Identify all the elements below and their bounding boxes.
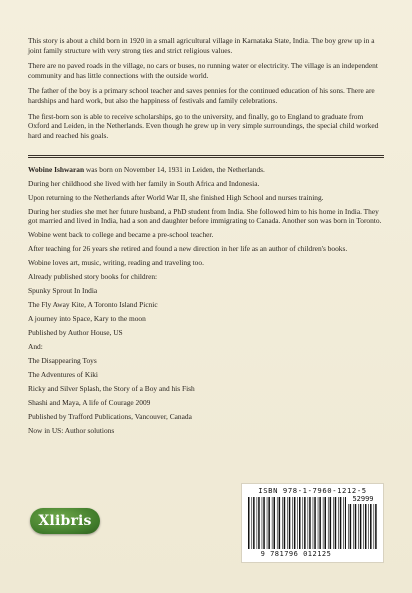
ean-barcode-bars	[248, 497, 346, 549]
bio-line: Upon returning to the Netherlands after World War II, she finished High School and nurses training.	[28, 193, 324, 202]
bio-line: Already published story books for children:	[28, 272, 158, 282]
bio-line: During her childhood she lived with her family in South Africa and Indonesia.	[28, 179, 260, 188]
book-title: The Disappearing Toys	[28, 356, 97, 366]
book-title: The Adventures of Kiki	[28, 370, 98, 380]
blurb-paragraph: This story is about a child born in 1920 in a small agricultural village in Karnataka State, India. The boy grew up in a joint family structure with very strong ties and strict religious values.	[28, 36, 375, 55]
bio-birth-text: was born on November 14, 1931 in Leiden, the Netherlands.	[84, 165, 265, 174]
bio-first-line	[28, 165, 385, 174]
isbn-barcode	[241, 483, 384, 563]
author-bio	[28, 165, 385, 440]
isbn-label: ISBN 978-1-7960-1212-5	[258, 486, 367, 495]
bio-line: During her studies she met her future husband, a PhD student from India. She followed him to his home in India. They got married and lived in India, had a son and daughter before immigrating to Canada. Another son was born in Toronto.	[28, 207, 382, 226]
publisher-line: Now in US: Author solutions	[28, 426, 115, 436]
bio-line: Wobine went back to college and became a pre-school teacher.	[28, 230, 214, 240]
price-supplement: 52999	[352, 495, 374, 503]
book-title: The Fly Away Kite, A Toronto Island Picnic	[28, 300, 158, 310]
divider-line	[28, 157, 384, 158]
author-name: Wobine Ishwaran	[28, 165, 85, 174]
bio-line: And:	[28, 342, 43, 352]
book-title: Spunky Sprout In India	[28, 286, 98, 296]
publisher-line: Published by Author House, US	[28, 328, 123, 338]
blurb-paragraph: There are no paved roads in the village, no cars or buses, no running water or electricity. The village is an independent community and has little connections with the outside world.	[28, 61, 378, 80]
supplement-barcode-bars	[348, 504, 378, 549]
book-title: Shashi and Maya, A life of Courage 2009	[28, 398, 151, 408]
book-title: A journey into Space, Kary to the moon	[28, 314, 146, 324]
blurb-paragraph: The first-born son is able to receive scholarships, go to the university, and finally, go to England to graduate from Oxford and Leiden, in the Netherlands. Even though he grew up in very simple surroundings, the special child worked hard and reached his goals.	[28, 111, 379, 140]
xlibris-logo	[30, 508, 100, 534]
book-title: Ricky and Silver Splash, the Story of a Boy and his Fish	[28, 384, 195, 394]
bio-line: After teaching for 26 years she retired and found a new direction in her life as an author of children's books.	[28, 244, 348, 254]
xlibris-logo-text: Xlibris	[38, 513, 92, 529]
blurb-paragraph: The father of the boy is a primary school teacher and saves pennies for the continued education of his sons. There are hardships and hard work, but also the happiness of festivals and family celebrations.	[28, 86, 375, 105]
ean-digits: 9 781796 012125	[260, 550, 332, 558]
bio-line: Wobine loves art, music, writing, reading and traveling too.	[28, 258, 204, 268]
synopsis-blurb	[28, 36, 385, 146]
publisher-line: Published by Trafford Publications, Vancouver, Canada	[28, 412, 192, 422]
divider-line	[28, 155, 384, 156]
